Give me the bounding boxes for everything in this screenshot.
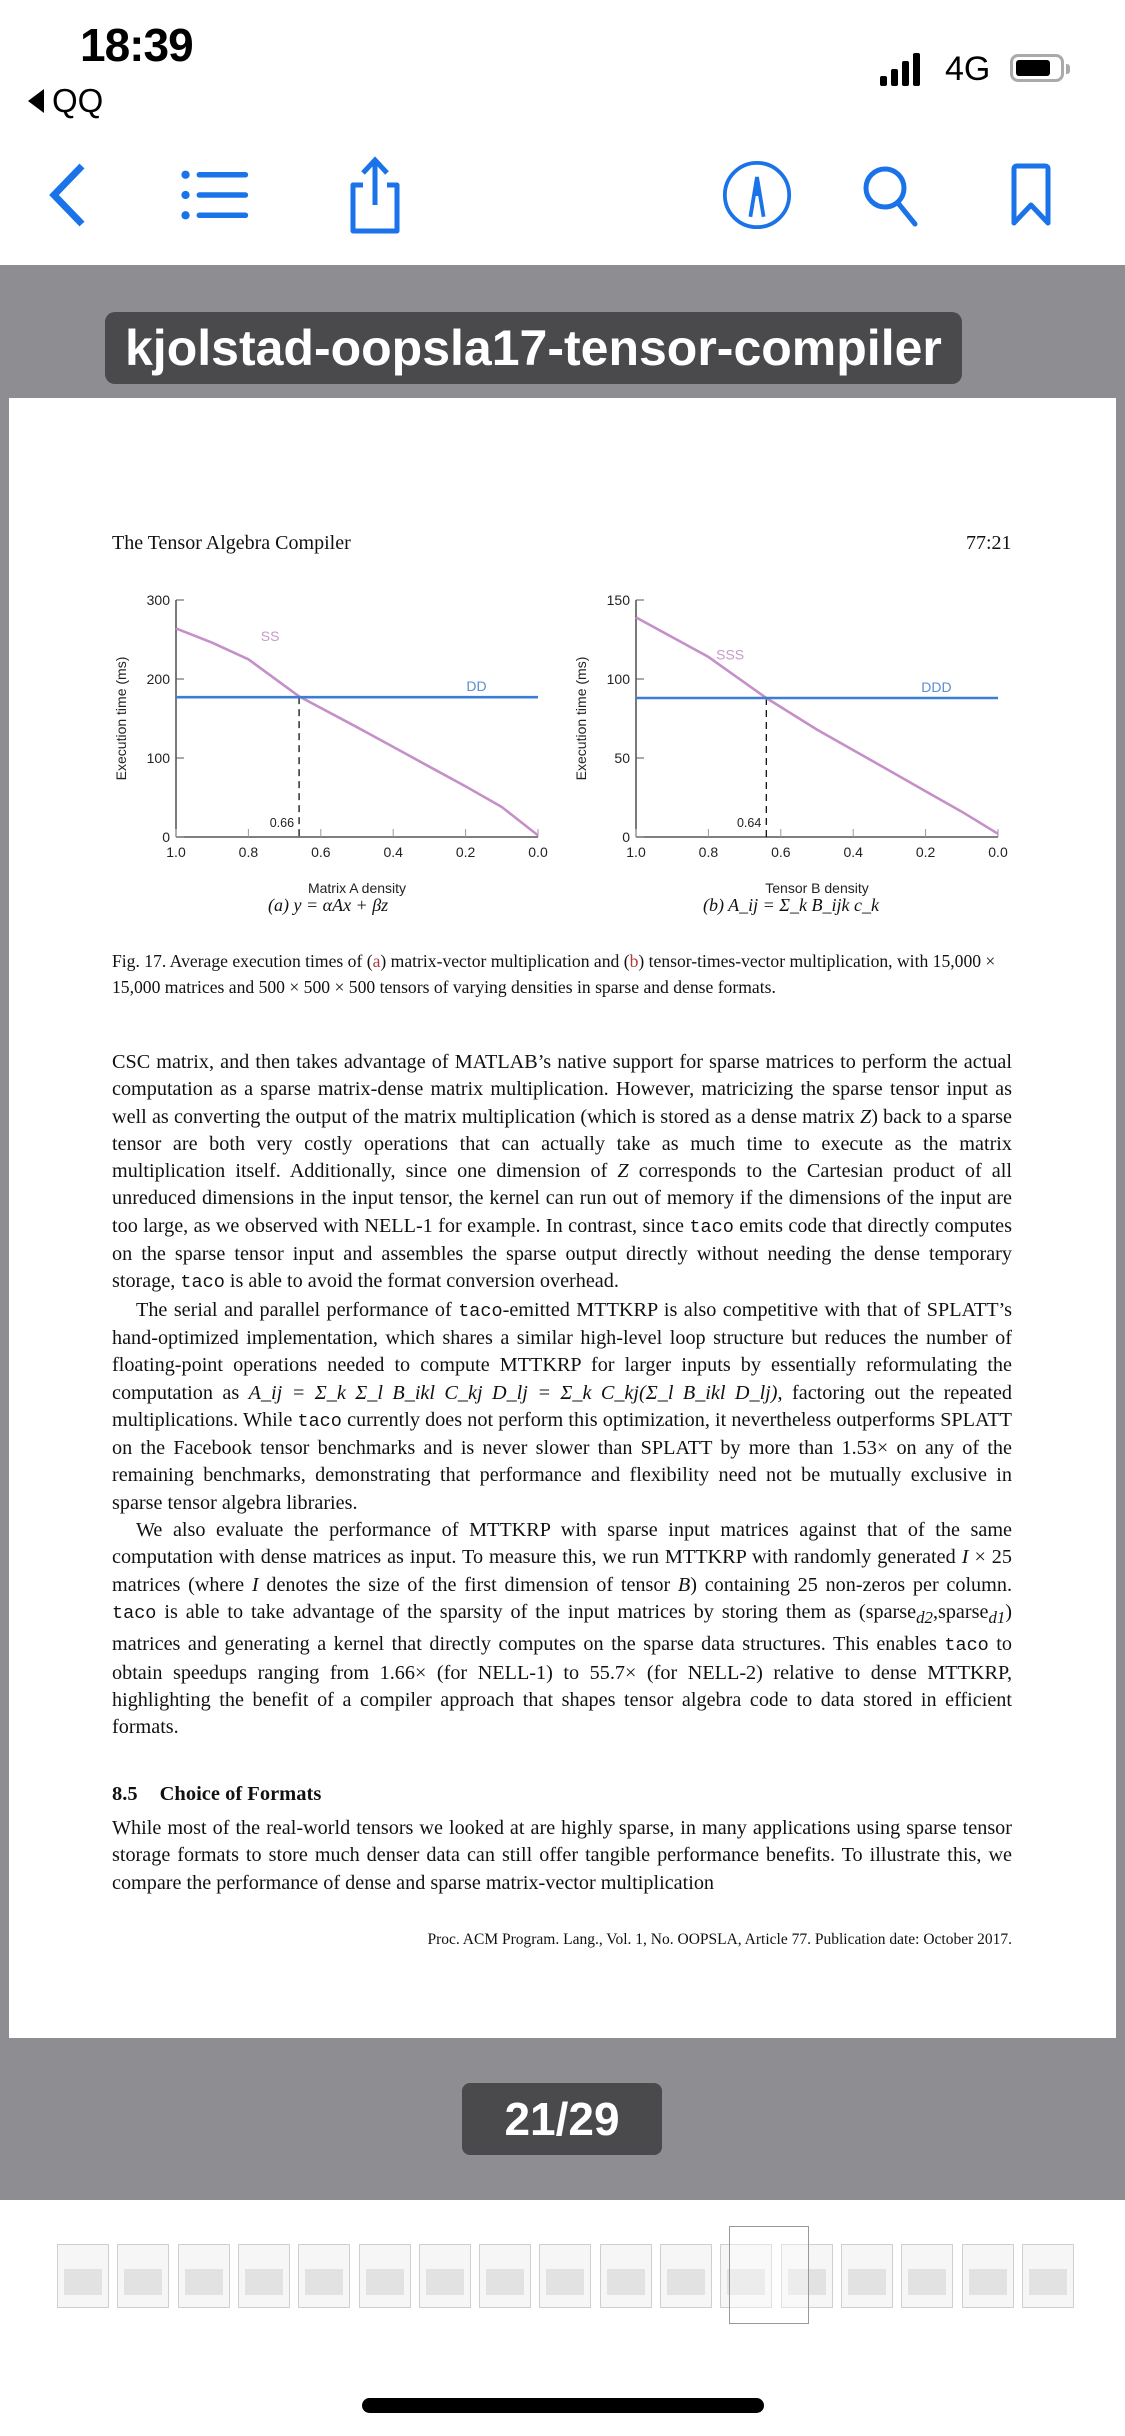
equation: A_ij = Σ_k Σ_l B_ikl C_kj D_lj = Σ_k C_kj(Σ_l B_ikl D_lj) — [248, 1381, 778, 1404]
crossover-label: 0.64 — [736, 816, 762, 830]
back-to-app-button[interactable] — [28, 82, 103, 120]
y-tick-label: 100 — [606, 671, 630, 687]
page-indicator: 21/29 — [462, 2083, 662, 2155]
chart-a — [100, 580, 560, 910]
thumbnail-content — [667, 2269, 705, 2295]
page-thumbnail[interactable] — [539, 2244, 591, 2308]
x-tick-label: 1.0 — [166, 844, 186, 860]
x-tick-label: 0.0 — [528, 844, 548, 860]
page-thumbnail[interactable] — [962, 2244, 1014, 2308]
x-tick-label: 0.2 — [455, 844, 476, 860]
series-line-sss — [636, 617, 998, 833]
y-tick-label: 100 — [146, 750, 170, 766]
crossover-label: 0.66 — [269, 816, 295, 830]
y-axis-label: Execution time (ms) — [113, 656, 129, 781]
page-number-head: 77:21 — [966, 532, 1012, 554]
x-axis-label: Matrix A density — [307, 880, 407, 896]
page-thumbnail[interactable] — [901, 2244, 953, 2308]
share-button[interactable] — [340, 160, 410, 230]
outline-list-button[interactable] — [180, 160, 250, 230]
section-paragraph: While most of the real-world tensors we looked at are highly sparse, in many applications using sparse tensor storage formats to store much denser data can still offer tangible performance benefits. To illustrate this, we compare the performance of dense and sparse matrix-vector multiplication — [112, 1817, 1012, 1894]
paragraph-3: We also evaluate the performance of MTTKRP with sparse input matrices against that of the same computation with dense matrices as input. To measure this, we run MTTKRP with randomly generated I × 25 matrices (where I denotes the size of the first dimension of tensor B) containing 25 non-zeros per column. taco is able to take advantage of the sparsity of the input matrices by storing them as (sparse$_{d2}$,sparse$_{d1}$) matrices and generating a kernel that directly computes on the sparse data structures. This enables taco to obtain speedups ranging from 1.66× (for NELL-1) to 55.7× (for NELL-2) relative to dense MTTKRP, highlighting the benefit of a compiler approach that shapes tensor algebra code to data stored in efficient formats. — [112, 1519, 1012, 1739]
thumbnail-content — [124, 2269, 162, 2295]
subcaption-b: (b) A_ij = Σ_k B_ijk c_k — [703, 895, 879, 915]
series-label-ddd: DDD — [921, 678, 952, 695]
page-footer: Proc. ACM Program. Lang., Vol. 1, No. OOPSLA, Article 77. Publication date: October 2017. — [427, 1931, 1012, 1948]
thumbnail-content — [486, 2269, 524, 2295]
bookmark-icon — [1009, 163, 1053, 227]
figure-ref-b[interactable]: b — [629, 951, 639, 971]
page-thumbnail[interactable] — [479, 2244, 531, 2308]
subcaption-a: (a) y = αAx + βz — [268, 895, 389, 915]
list-icon — [180, 167, 250, 223]
signal-strength-icon — [880, 52, 920, 86]
page-thumbnail[interactable] — [660, 2244, 712, 2308]
paragraph-2: The serial and parallel performance of taco-emitted MTTKRP is also competitive with that of SPLATT’s hand-optimized implementation, which shares a similar high-level loop structure but reduces the number of floating-point operations needed to compute MTTKRP for larger inputs by essentially reformulating the computation as A_ij = Σ_k Σ_l B_ikl C_kj D_lj = Σ_k C_kj(Σ_l B_ikl D_lj), factoring out the repeated multiplications. While taco currently does not perform this optimization, it nevertheless outperforms SPLATT on the Facebook tensor benchmarks and is never slower than SPLATT by more than 1.53× on any of the remaining benchmarks, demonstrating that performance and flexibility need not be mutually exclusive in sparse tensor algebra libraries. — [112, 1298, 1013, 1514]
search-icon — [859, 162, 919, 228]
page-thumbnail[interactable] — [57, 2244, 109, 2308]
section-heading: 8.5 Choice of Formats — [112, 1783, 322, 1805]
page-thumbnail[interactable] — [298, 2244, 350, 2308]
thumbnail-content — [1029, 2269, 1067, 2295]
page-thumbnail[interactable] — [1022, 2244, 1074, 2308]
share-icon — [347, 155, 403, 235]
y-tick-label: 150 — [606, 592, 630, 608]
chevron-left-icon — [44, 162, 90, 228]
markup-button[interactable] — [722, 160, 792, 230]
thumbnail-content — [969, 2269, 1007, 2295]
battery-icon — [1010, 54, 1064, 82]
thumbnail-content — [64, 2269, 102, 2295]
figure-caption: Fig. 17. Average execution times of (a) matrix-vector multiplication and (b) tensor-times-vector multiplication, with 15,000 × 15,000 matrices and 500 × 500 × 500 tensors of varying densities in sparse and dense formats. — [112, 951, 996, 997]
back-triangle-icon — [28, 89, 44, 113]
page-thumbnail[interactable] — [178, 2244, 230, 2308]
thumbnail-content — [366, 2269, 404, 2295]
thumbnail-content — [185, 2269, 223, 2295]
y-tick-label: 50 — [614, 750, 630, 766]
series-line-ss — [176, 628, 538, 835]
thumbnail-content — [908, 2269, 946, 2295]
thumbnail-current-page-frame[interactable] — [729, 2226, 809, 2324]
x-tick-label: 0.4 — [843, 844, 863, 860]
paragraph-1: CSC matrix, and then takes advantage of MATLAB’s native support for sparse matrices to perform the actual computation as a sparse matrix-dense matrix multiplication. However, matricizing the sparse tensor input as well as converting the output of the matrix multiplication (which is stored as a dense matrix Z) back to a sparse tensor are both very costly operations that can actually take as much time to execute as the matrix multiplication itself. Additionally, since one dimension of Z corresponds to the Cartesian product of all unreduced dimensions in the input tensor, the kernel can run out of memory if the dimensions of the input are too large, as we observed with NELL-1 for example. In contrast, since taco emits code that directly computes on the sparse tensor input and assembles the sparse output directly without needing the dense temporary storage, taco is able to avoid the format conversion overhead. — [112, 1051, 1012, 1294]
bookmark-button[interactable] — [996, 160, 1066, 230]
y-tick-label: 0 — [622, 829, 630, 845]
home-indicator[interactable] — [362, 2398, 764, 2413]
chart-b — [560, 580, 1020, 910]
page-thumbnail[interactable] — [117, 2244, 169, 2308]
thumbnail-content — [426, 2269, 464, 2295]
thumbnail-content — [848, 2269, 886, 2295]
x-tick-label: 0.8 — [238, 844, 259, 860]
series-label-ss: SS — [260, 627, 280, 644]
thumbnail-content — [305, 2269, 343, 2295]
x-tick-label: 0.6 — [311, 844, 331, 860]
search-button[interactable] — [854, 160, 924, 230]
thumbnail-content — [245, 2269, 283, 2295]
x-tick-label: 0.8 — [698, 844, 719, 860]
y-tick-label: 300 — [146, 592, 170, 608]
figure-ref-a[interactable]: a — [372, 951, 381, 971]
series-label-dd: DD — [466, 678, 487, 695]
x-axis-label: Tensor B density — [765, 880, 869, 896]
series-label-sss: SSS — [716, 646, 745, 663]
x-tick-label: 0.2 — [915, 844, 936, 860]
network-type: 4G — [945, 50, 991, 88]
x-tick-label: 0.4 — [383, 844, 403, 860]
x-tick-label: 0.6 — [771, 844, 791, 860]
y-tick-label: 0 — [162, 829, 170, 845]
page-thumbnail[interactable] — [600, 2244, 652, 2308]
y-axis-label: Execution time (ms) — [573, 656, 589, 781]
x-tick-label: 0.0 — [988, 844, 1008, 860]
page-thumbnail[interactable] — [841, 2244, 893, 2308]
x-tick-label: 1.0 — [626, 844, 646, 860]
status-time: 18:39 — [80, 19, 193, 71]
y-tick-label: 200 — [146, 671, 170, 687]
thumbnail-content — [546, 2269, 584, 2295]
back-button[interactable] — [32, 160, 102, 230]
back-app-label: QQ — [52, 82, 104, 119]
thumbnail-content — [607, 2269, 645, 2295]
page-thumbnail[interactable] — [359, 2244, 411, 2308]
document-title-badge: kjolstad-oopsla17-tensor-compiler — [105, 312, 962, 384]
page-thumbnail[interactable] — [238, 2244, 290, 2308]
body-paragraphs — [112, 1049, 1012, 1741]
page-thumbnail[interactable] — [419, 2244, 471, 2308]
running-head: The Tensor Algebra Compiler — [112, 532, 351, 554]
markup-pen-icon — [722, 158, 792, 232]
